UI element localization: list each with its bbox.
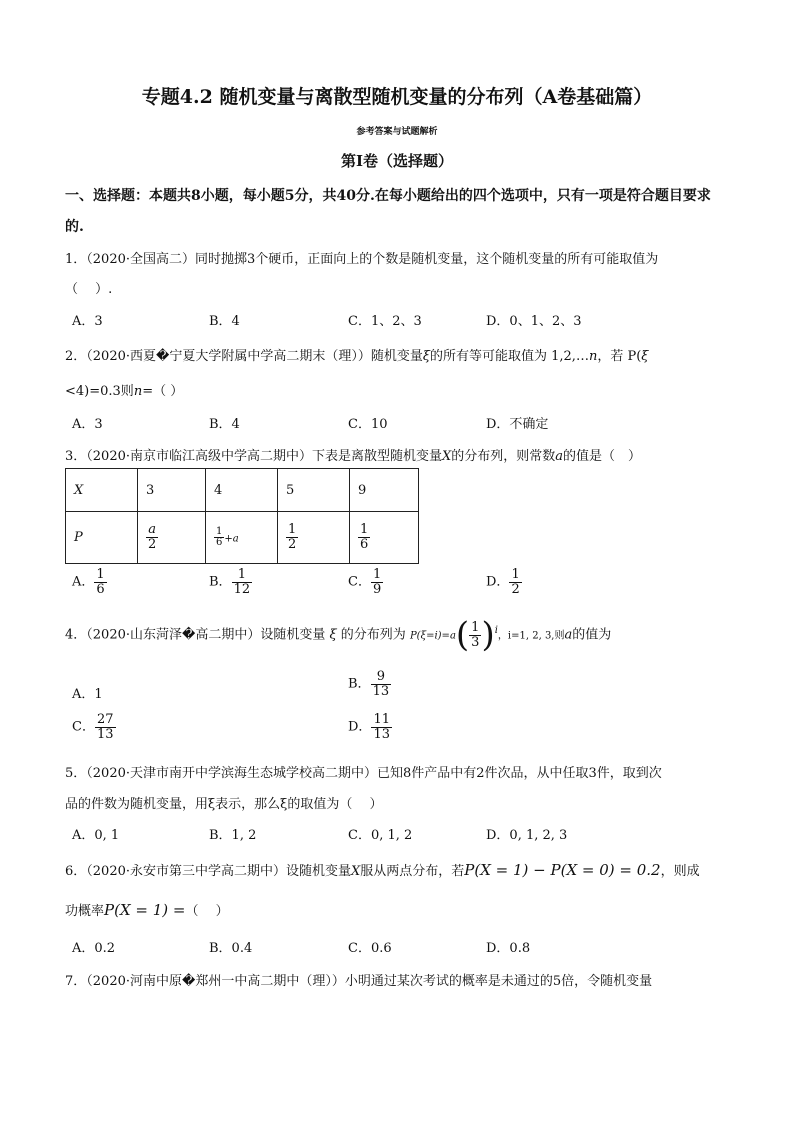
fraction: $\frac{a}{2}$ — [148, 522, 157, 552]
q2-line-2 — [65, 380, 183, 399]
q4-line-1: 4．（2020·山东菏泽�高二期中）设随机变量 ξ 的分布列为 P(ξ=i)=a( $\frac{1}{3}$ )$^i$，i=1, 2, 3,则a的值为 — [65, 615, 612, 655]
q2-option-b: B．4 — [209, 417, 240, 432]
table-cell-x-label: X — [66, 469, 138, 512]
q2-option-c: C．10 — [348, 417, 388, 432]
table-row-p — [66, 512, 419, 564]
q3-var-a: a — [555, 449, 564, 464]
q7-line-1: 7．（2020·河南中原�郑州一中高二期中（理））小明通过某次考试的概率是未通过的5倍，令随机变量 — [65, 974, 653, 989]
q4-formula-mid: (ξ=i)=a — [416, 630, 456, 642]
fraction: $\frac{1}{3}$ — [471, 619, 480, 650]
fraction: $\frac{9}{13}$ — [372, 669, 390, 699]
table-cell-p-label: P — [66, 512, 138, 564]
q2-text-a: 2．（2020·西夏�宁夏大学附属中学高二期末（理））随机变量 — [65, 349, 423, 364]
q4-option-c: C． $\frac{27}{13}$ — [72, 712, 114, 742]
q2-text-e: =（ ） — [142, 384, 184, 399]
q2-option-d: D．不确定 — [486, 417, 549, 432]
q5-option-d: D．0, 1, 2, 3 — [486, 828, 568, 843]
fraction: $\frac{27}{13}$ — [96, 712, 114, 742]
q1-option-a: A．3 — [72, 314, 103, 329]
q4-var-xi: ξ — [329, 627, 337, 643]
q1-option-c: C．1、2、3 — [348, 314, 422, 329]
q3-option-d: D． $\frac{1}{2}$ — [486, 567, 520, 597]
table-cell-p-2: $\frac{1}{6}$ +a — [206, 512, 278, 564]
table-row-x — [66, 469, 419, 512]
table-cell-x-1: 3 — [138, 469, 206, 512]
q3-var-x: X — [442, 449, 452, 464]
q4-option-a: A．1 — [72, 687, 103, 702]
page-title: 专题4.2 随机变量与离散型随机变量的分布列（A卷基础篇） — [141, 86, 653, 108]
q2-var-xi: ξ — [422, 349, 430, 364]
q3-text-a: 3．（2020·南京市临江高级中学高二期中）下表是离散型随机变量 — [65, 449, 442, 464]
q4-exponent: i — [494, 625, 498, 637]
q3-text-b: 的分布列，则常数 — [451, 449, 556, 464]
q6-formula-2: P(X = 1) = — [104, 901, 186, 919]
table-cell-x-2: 4 — [206, 469, 278, 512]
q1-option-d: D．0、1、2、3 — [486, 314, 582, 329]
distribution-table — [65, 468, 419, 564]
section-title: 第Ⅰ卷（选择题） — [340, 152, 454, 170]
q6-option-c: C．0.6 — [348, 941, 392, 956]
q6-formula: P(X = 1) − P(X = 0) = 0.2 — [464, 861, 661, 879]
q3-option-c: C． $\frac{1}{9}$ — [348, 567, 382, 597]
q3-line-1 — [65, 445, 641, 464]
q6-option-b: B．0.4 — [209, 941, 253, 956]
q1-line-2: （ ）. — [65, 282, 113, 297]
table-cell-x-4: 9 — [350, 469, 419, 512]
q6-option-d: D．0.8 — [486, 941, 531, 956]
q5-line-1: 5．（2020·天津市南开中学滨海生态城学校高二期中）已知8件产品中有2件次品，从中任取3件，取到次 — [65, 766, 662, 781]
q6-line-1: 6．（2020·永安市第三中学高二期中）设随机变量X服从两点分布，若P(X = 1) − P(X = 0) = 0.2，则成 — [65, 861, 700, 879]
q2-var-n: n — [588, 349, 598, 364]
page-subtitle: 参考答案与试题解析 — [356, 127, 438, 137]
fraction: $\frac{1}{6}$ — [360, 522, 369, 552]
q2-text-d: <4)=0.3则 — [65, 384, 134, 399]
q3-option-a: A． $\frac{1}{6}$ — [72, 567, 105, 597]
q2-option-a: A．3 — [72, 417, 103, 432]
q5-option-b: B．1, 2 — [209, 828, 257, 843]
fraction: $\frac{1}{12}$ — [233, 567, 251, 597]
fraction: $\frac{1}{9}$ — [372, 567, 382, 597]
q1-line-1: 1．（2020·全国高二）同时抛掷3个硬币，正面向上的个数是随机变量，这个随机变量的所有可能取值为 — [65, 252, 659, 267]
q4-option-b: B． $\frac{9}{13}$ — [348, 669, 390, 699]
instruction-line-1: 一、选择题：本题共8小题，每小题5分，共40分.在每小题给出的四个选项中，只有一项是符合题目要求 — [65, 188, 711, 204]
q2-var-xi-2: ξ — [641, 349, 649, 364]
fraction: $\frac{1}{6}$ — [216, 525, 223, 548]
q1-option-b: B．4 — [209, 314, 240, 329]
q2-text-c: ，若 P( — [597, 349, 642, 364]
table-cell-x-3: 5 — [278, 469, 350, 512]
q3-option-b: B． $\frac{1}{12}$ — [209, 567, 251, 597]
table-cell-p-3 — [278, 512, 350, 564]
table-cell-p-4 — [350, 512, 419, 564]
fraction: $\frac{1}{2}$ — [511, 567, 520, 597]
q5-line-2: 品的件数为随机变量，用ξ表示，那么ξ的取值为（ ） — [65, 797, 383, 812]
q2-line-1 — [65, 345, 648, 364]
q6-option-a: A．0.2 — [72, 941, 116, 956]
q4-formula-p: P — [409, 630, 417, 642]
fraction: $\frac{1}{6}$ — [96, 567, 105, 597]
q5-option-a: A．0, 1 — [72, 828, 120, 843]
fraction: $\frac{11}{13}$ — [373, 712, 390, 742]
q5-option-c: C．0, 1, 2 — [348, 828, 413, 843]
fraction: $\frac{1}{2}$ — [288, 522, 297, 552]
table-cell-p-1 — [138, 512, 206, 564]
q4-option-d: D． $\frac{11}{13}$ — [348, 712, 390, 742]
q3-text-c: 的值是（ ） — [563, 449, 642, 464]
q2-text-b: 的所有等可能取值为 1,2,… — [430, 349, 589, 364]
instruction-line-2: 的. — [65, 219, 84, 235]
q2-var-n-2: n — [133, 384, 143, 399]
q6-line-2: 功概率P(X = 1) =（ ） — [65, 901, 229, 919]
